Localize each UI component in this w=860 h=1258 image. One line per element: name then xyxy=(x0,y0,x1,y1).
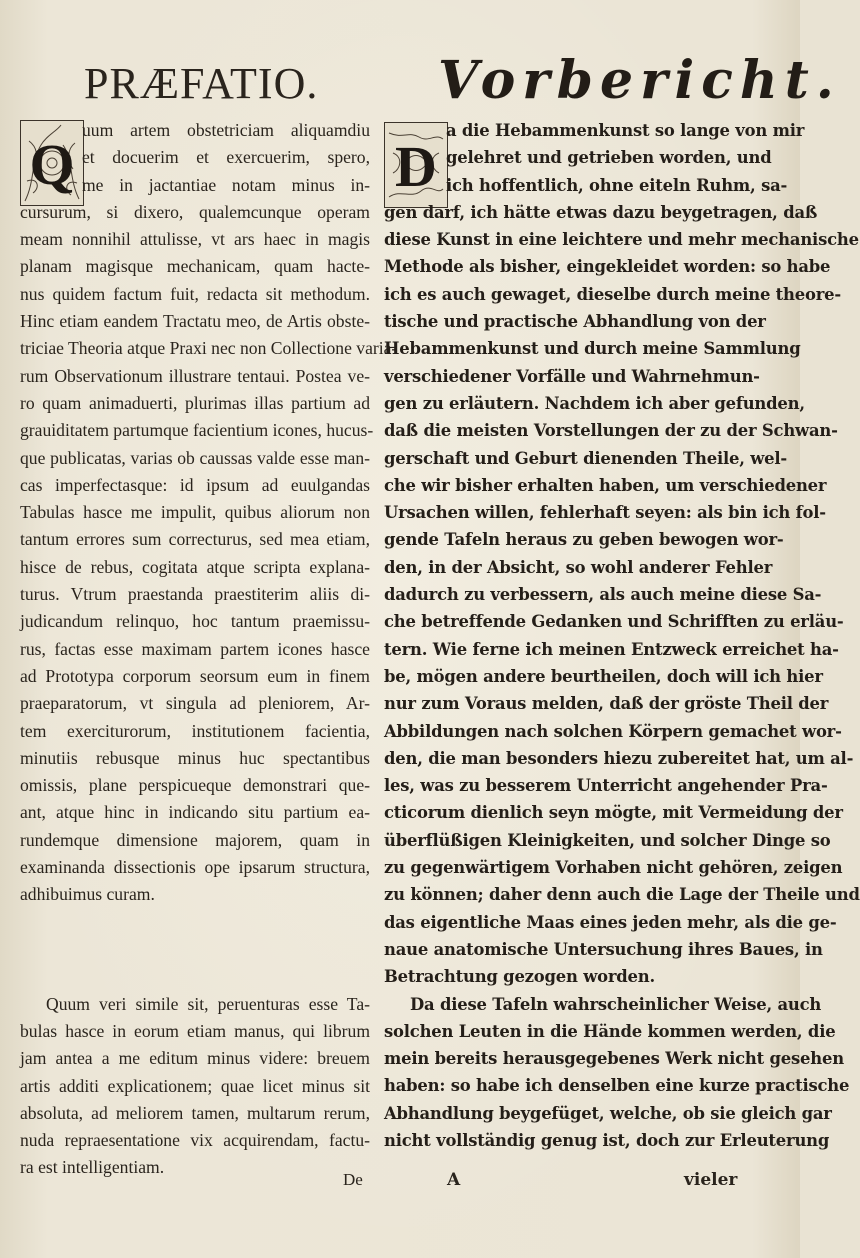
german-line: nicht vollständig genug ist, doch zur Erleuterung xyxy=(384,1130,830,1150)
latin-line: jam antea a me editum minus videre: breuem xyxy=(20,1048,370,1069)
latin-line: omissis, plane perspicueque demonstrari que- xyxy=(20,775,370,796)
german-catchword: vieler xyxy=(684,1170,738,1190)
german-line: verschiedener Vorfälle und Wahrnehmun- xyxy=(384,366,760,386)
german-line: tische und practische Abhandlung von der xyxy=(384,312,766,332)
latin-line: ad Prototypa corporum seorsum eum in finem xyxy=(20,665,370,686)
german-line: be, mögen andere beurtheilen, doch will ich hier xyxy=(384,666,823,686)
latin-line: rus, factas esse maximam partem icones hasce xyxy=(20,638,370,659)
german-line: diese Kunst in eine leichtere und mehr mechanische xyxy=(384,230,859,250)
german-line: haben: so habe ich denselben eine kurze practische xyxy=(384,1076,850,1096)
german-title: Vorbericht. xyxy=(438,50,841,111)
latin-line: planam magisque mechanicam, quam hacte- xyxy=(20,256,370,277)
german-line: che wir bisher erhalten haben, um verschiedener xyxy=(384,475,827,495)
latin-line: rum Observationum illustrare tentaui. Postea ve- xyxy=(20,365,370,386)
german-line: che betreffende Gedanken und Schrifften zu erläu- xyxy=(384,612,844,632)
german-line: daß die meisten Vorstellungen der zu der Schwan- xyxy=(384,421,838,441)
latin-line: adhibuimus curam. xyxy=(20,884,155,905)
latin-line: que publicatas, varias ob caussas valde esse man- xyxy=(20,447,370,468)
german-line: Betrachtung gezogen worden. xyxy=(384,967,656,987)
german-line: ich es auch gewaget, dieselbe durch meine theore- xyxy=(384,284,841,304)
latin-line: cas imperfectasque: id ipsum ad euulgandas xyxy=(20,474,370,495)
german-line: gen zu erläutern. Nachdem ich aber gefunden, xyxy=(384,393,805,413)
german-line: den, die man besonders hiezu zubereitet hat, um al- xyxy=(384,748,854,768)
latin-column xyxy=(20,117,398,1182)
german-line: gende Tafeln heraus zu geben bewogen wor- xyxy=(384,530,784,550)
german-line: den, in der Absicht, so wohl anderer Fehler xyxy=(384,557,773,577)
latin-line: grauiditatem partumque facientium icones, hucus- xyxy=(20,420,374,441)
german-line: überflüßigen Kleinigkeiten, und solcher Dinge so xyxy=(384,830,831,850)
latin-line: nus quidem factum fuit, redacta sit methodum. xyxy=(20,283,370,304)
latin-line: Hinc etiam eandem Tractatu meo, de Artis obste- xyxy=(20,311,370,332)
latin-line: hisce de rebus, cogitata atque scripta explana- xyxy=(20,556,370,577)
latin-line: examinanda dissectionis ope ipsarum structura, xyxy=(20,857,370,878)
latin-line: cursurum, si dixero, qualemcunque operam xyxy=(20,201,370,222)
latin-line: ant, atque hinc in indicando situ partium ea- xyxy=(20,802,370,823)
german-line: Da diese Tafeln wahrscheinlicher Weise, auch xyxy=(410,994,822,1014)
german-line: a die Hebammenkunst so lange von mir xyxy=(446,121,805,140)
german-line: gen darf, ich hätte etwas dazu beygetragen, daß xyxy=(384,202,818,222)
german-line: solchen Leuten in die Hände kommen werden, die xyxy=(384,1021,836,1041)
latin-line: Tabulas hasce me impulit, quibus aliorum non xyxy=(20,502,370,523)
latin-line: tantum errores sum correcturus, sed mea etiam, xyxy=(20,529,370,550)
signature-mark: A xyxy=(447,1170,461,1190)
latin-line: bulas hasce in eorum etiam manus, qui librum xyxy=(20,1020,370,1041)
latin-line: minutiis rebusque minus huc spectantibus xyxy=(20,747,370,768)
german-line: cticorum dienlich seyn mögte, mit Vermeidung der xyxy=(384,803,843,823)
latin-line: rundemque dimensione majorem, quam in xyxy=(20,829,370,850)
german-line: zu gegenwärtigem Vorhaben nicht gehören, zeigen xyxy=(384,858,843,878)
german-line: zu können; daher denn auch die Lage der Theile und xyxy=(384,885,860,905)
german-line: naue anatomische Untersuchung ihres Baues, in xyxy=(384,939,823,959)
german-line: das eigentliche Maas eines jeden mehr, als die ge- xyxy=(384,912,837,932)
latin-line: Quum veri simile sit, peruenturas esse Ta- xyxy=(46,993,370,1014)
latin-line: tem exerciturorum, institutionem facientia, xyxy=(20,720,370,741)
german-line: gelehret und getrieben worden, und xyxy=(446,148,772,168)
latin-line: uum artem obstetriciam aliquamdiu xyxy=(82,120,370,140)
german-column xyxy=(384,117,860,1154)
latin-line: nuda repraesentatione vix acquirendam, factu- xyxy=(20,1130,370,1151)
paragraph-gap xyxy=(20,909,370,991)
german-line: gerschaft und Geburt dienenden Theile, wel- xyxy=(384,448,788,468)
german-dropcap-letter: D xyxy=(395,134,437,199)
german-line: Abbildungen nach solchen Körpern gemachet wor- xyxy=(384,721,842,741)
latin-catchword: De xyxy=(343,1170,363,1189)
german-line: dadurch zu verbessern, als auch meine diese Sa- xyxy=(384,585,822,605)
latin-line: triciae Theoria atque Praxi nec non Collectione varia- xyxy=(20,338,398,359)
latin-line: meam nonnihil attulisse, vt ars haec in magis xyxy=(20,229,370,250)
latin-line: judicandum relinquo, hoc tantum praemissu- xyxy=(20,611,370,632)
german-line: nur zum Voraus melden, daß der gröste Theil der xyxy=(384,694,829,714)
german-line: Methode als bisher, eingekleidet worden: so habe xyxy=(384,257,831,277)
german-line: Abhandlung beygefüget, welche, ob sie gleich gar xyxy=(384,1103,832,1123)
latin-line: absoluta, ad meliorem tamen, multarum rerum, xyxy=(20,1102,370,1123)
german-line: tern. Wie ferne ich meinen Entzweck erreichet ha- xyxy=(384,639,839,659)
latin-line: ro quam animaduerti, plurimas illas partium ad xyxy=(20,392,370,413)
latin-line: et docuerim et exercuerim, spero, xyxy=(82,147,370,168)
latin-line: praeparatorum, vt singula ad pleniorem, Ar- xyxy=(20,693,370,714)
german-line: ich hoffentlich, ohne eiteln Ruhm, sa- xyxy=(446,175,788,195)
latin-dropcap-letter: Q xyxy=(29,132,75,197)
german-line: mein bereits herausgegebenes Werk nicht gesehen xyxy=(384,1049,844,1069)
german-line: Ursachen willen, fehlerhaft seyen: als bin ich fol- xyxy=(384,503,826,523)
latin-line: artis additi explicationem; quae licet minus sit xyxy=(20,1075,370,1096)
latin-line: ra est intelligentiam. xyxy=(20,1157,165,1178)
latin-title: PRÆFATIO. xyxy=(84,59,319,108)
latin-line: turus. Vtrum praestanda praestiterim aliis di- xyxy=(20,584,370,605)
german-line: les, was zu besserem Unterricht angehender Pra- xyxy=(384,776,828,796)
latin-line: me in jactantiae notam minus in- xyxy=(82,174,370,195)
german-line: Hebammenkunst und durch meine Sammlung xyxy=(384,339,801,359)
